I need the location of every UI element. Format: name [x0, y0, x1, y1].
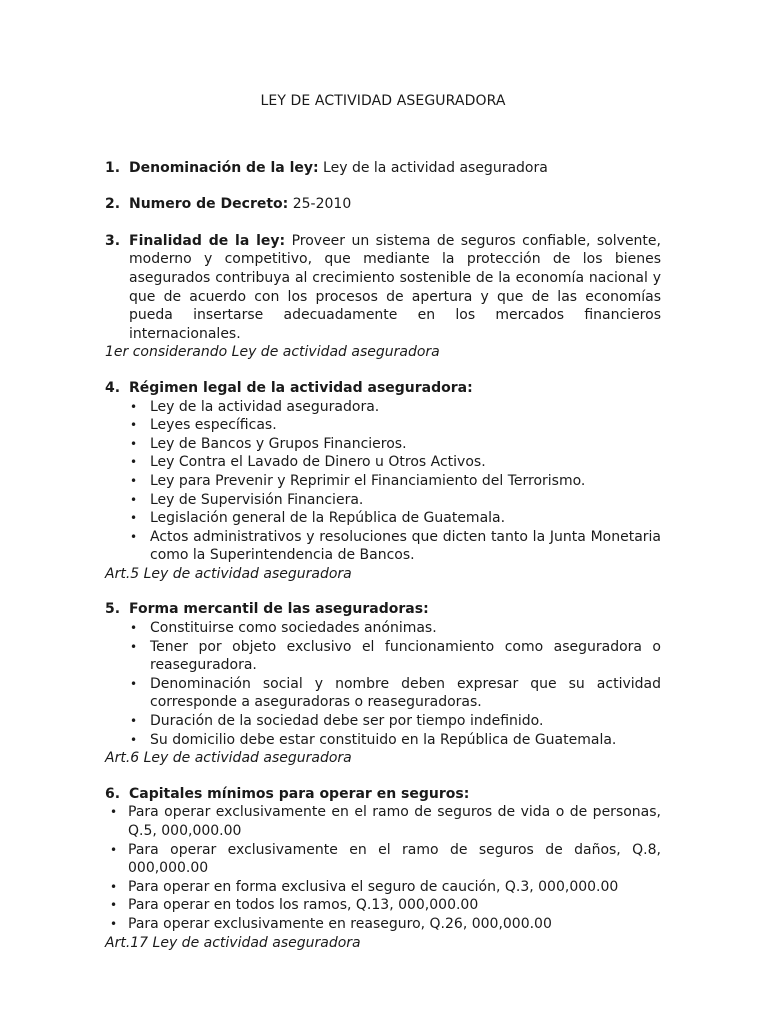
list-item-text: Ley Contra el Lavado de Dinero u Otros Activos.: [150, 454, 486, 471]
bullet-icon: •: [130, 529, 138, 544]
section-paragraph: [129, 232, 661, 344]
section-heading: Forma mercantil de las aseguradoras:: [129, 601, 429, 618]
bullet-list: [105, 398, 661, 565]
list-item-text: Ley de la actividad aseguradora.: [150, 398, 380, 415]
list-item: [105, 712, 661, 731]
section-number: 5.: [105, 601, 121, 618]
bullet-list: [105, 619, 661, 749]
legal-reference: Art.5 Ley de actividad aseguradora: [105, 565, 352, 582]
section-heading: Régimen legal de la actividad aseguradora:: [129, 379, 473, 396]
list-item: [105, 528, 661, 565]
legal-reference: 1er considerando Ley de actividad aseguradora: [105, 344, 440, 361]
list-item-text: Su domicilio debe estar constituido en la República de Guatemala.: [150, 731, 617, 748]
section-heading: Capitales mínimos para operar en seguros:: [129, 785, 470, 802]
section-line: [129, 159, 661, 178]
list-item: [105, 619, 661, 638]
bullet-icon: •: [130, 676, 138, 691]
bullet-icon: •: [130, 436, 138, 451]
bullet-icon: •: [110, 842, 118, 857]
list-item: [105, 896, 661, 915]
section-numero-decreto: [105, 195, 661, 214]
bullet-icon: •: [110, 916, 118, 931]
list-item: [105, 878, 661, 897]
list-item-text: Tener por objeto exclusivo el funcionamiento como aseguradora o reaseguradora.: [150, 638, 661, 674]
list-item: [105, 841, 661, 878]
bullet-list: [105, 803, 661, 933]
list-item-text: Constituirse como sociedades anónimas.: [150, 620, 437, 637]
list-item-text: Actos administrativos y resoluciones que dicten tanto la Junta Monetaria como la Superintendencia de Bancos.: [150, 528, 661, 564]
section-regimen-legal: [105, 379, 661, 398]
section-line: [129, 379, 661, 398]
section-heading: Finalidad de la ley:: [129, 232, 286, 249]
list-item: [105, 491, 661, 510]
list-item: [105, 435, 661, 454]
list-item-text: Leyes específicas.: [150, 417, 277, 434]
section-number: 4.: [105, 379, 121, 396]
bullet-icon: •: [130, 455, 138, 470]
legal-reference: Art.6 Ley de actividad aseguradora: [105, 750, 352, 767]
section-text: 25-2010: [288, 196, 352, 213]
list-item: [105, 731, 661, 750]
bullet-icon: •: [130, 492, 138, 507]
bullet-icon: •: [130, 399, 138, 414]
list-item: [105, 509, 661, 528]
bullet-icon: •: [130, 621, 138, 636]
list-item-text: Ley para Prevenir y Reprimir el Financiamiento del Terrorismo.: [150, 472, 586, 489]
section-number: 3.: [105, 232, 121, 249]
section-heading: Numero de Decreto:: [129, 196, 289, 213]
bullet-icon: •: [110, 805, 118, 820]
bullet-icon: •: [130, 639, 138, 654]
list-item-text: Para operar en todos los ramos, Q.13, 000,000.00: [128, 897, 479, 914]
bullet-icon: •: [110, 879, 118, 894]
list-item: [105, 472, 661, 491]
list-item: [105, 915, 661, 934]
list-item-text: Para operar exclusivamente en el ramo de seguros de vida o de personas, Q.5, 000,000.00: [128, 804, 661, 839]
section-text: Proveer un sistema de seguros confiable, solvente, moderno y competitivo, que mediante la protección de los bienes asegurados contribuya al crecimiento sostenible de la economía nacional y que de acuerdo con los procesos de apertura y que de las economías pueda insertarse adecuadamente en los mercados financieros internacionales.: [129, 232, 661, 342]
section-text: Ley de la actividad aseguradora: [318, 159, 548, 176]
section-number: 6.: [105, 785, 121, 802]
section-heading: Denominación de la ley:: [129, 159, 319, 176]
list-item: [105, 398, 661, 417]
bullet-icon: •: [110, 898, 118, 913]
section-line: [129, 195, 661, 214]
bullet-icon: •: [130, 418, 138, 433]
list-item-text: Duración de la sociedad debe ser por tiempo indefinido.: [150, 713, 544, 730]
list-item-text: Denominación social y nombre deben expresar que su actividad corresponde a aseguradoras o reaseguradoras.: [150, 675, 661, 711]
list-item: [105, 638, 661, 675]
legal-reference: Art.17 Ley de actividad aseguradora: [105, 934, 361, 951]
list-item-text: Para operar en forma exclusiva el seguro de caución, Q.3, 000,000.00: [128, 878, 619, 895]
section-forma-mercantil: [105, 600, 661, 619]
list-item-text: Ley de Supervisión Financiera.: [150, 491, 364, 508]
section-finalidad: [105, 232, 661, 344]
section-line: [129, 785, 661, 804]
list-item: [105, 803, 661, 840]
list-item: [105, 416, 661, 435]
list-item-text: Ley de Bancos y Grupos Financieros.: [150, 435, 407, 452]
bullet-icon: •: [130, 511, 138, 526]
section-capitales-minimos: [105, 785, 661, 804]
bullet-icon: •: [130, 714, 138, 729]
section-line: [129, 600, 661, 619]
section-denominacion: [105, 159, 661, 178]
list-item: [105, 675, 661, 712]
list-item-text: Para operar exclusivamente en el ramo de seguros de daños, Q.8, 000,000.00: [128, 841, 661, 877]
list-item-text: Legislación general de la República de Guatemala.: [150, 510, 506, 527]
bullet-icon: •: [130, 473, 138, 488]
section-number: 2.: [105, 196, 121, 213]
document-title: LEY DE ACTIVIDAD ASEGURADORA: [260, 93, 506, 109]
bullet-icon: •: [130, 732, 138, 747]
section-number: 1.: [105, 159, 121, 176]
list-item-text: Para operar exclusivamente en reaseguro, Q.26, 000,000.00: [128, 915, 552, 932]
list-item: [105, 453, 661, 472]
